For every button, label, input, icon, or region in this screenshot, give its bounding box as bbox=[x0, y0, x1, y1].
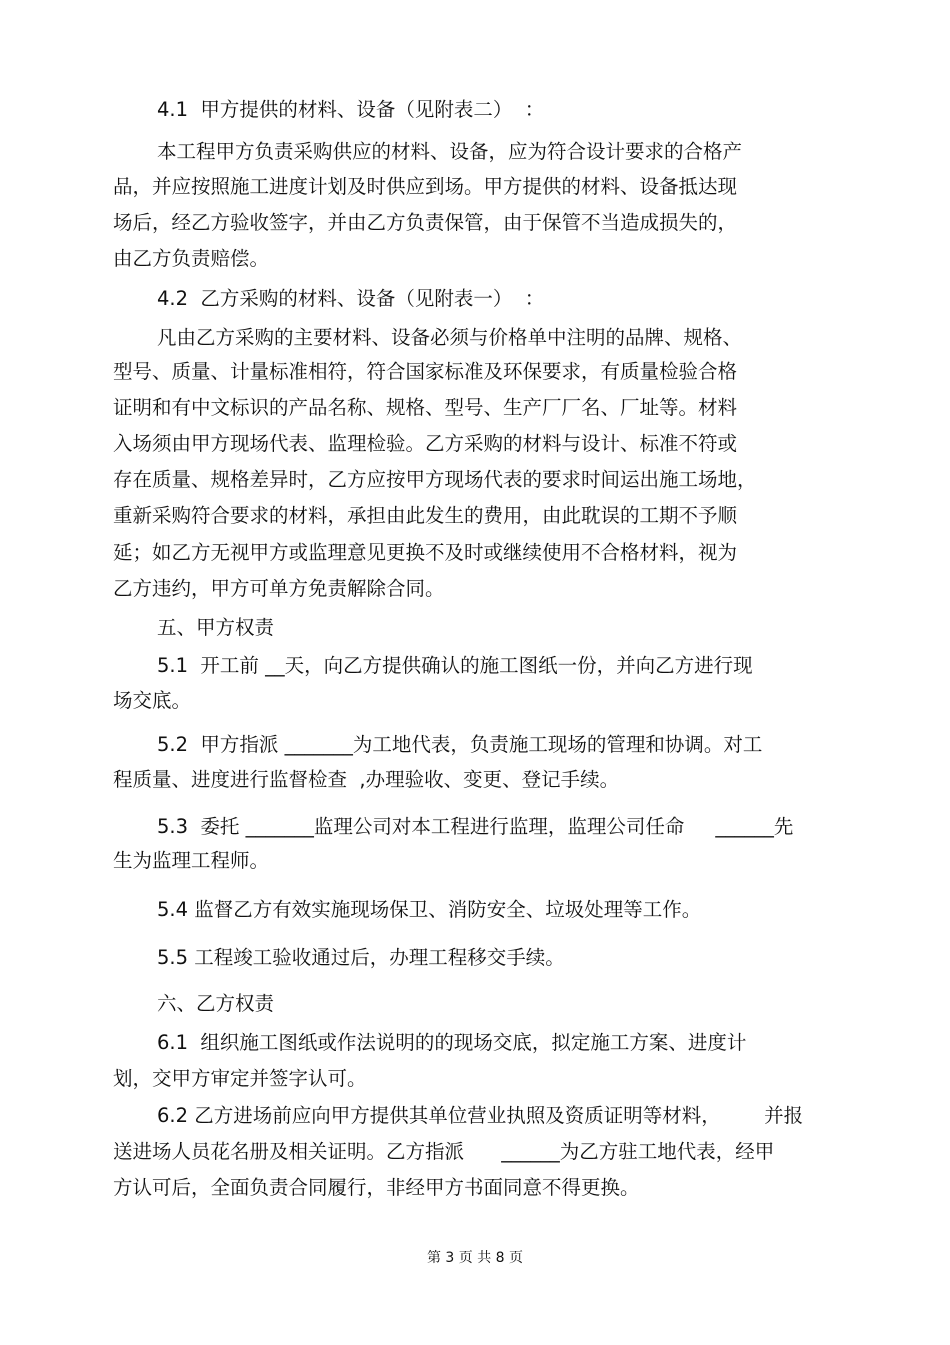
paragraph-line: 乙方违约，甲方可单方免责解除合同。 bbox=[113, 577, 445, 600]
paragraph-line: 划，交甲方审定并签字认可。 bbox=[113, 1067, 367, 1090]
paragraph-line: 6.1 组织施工图纸或作法说明的的现场交底，拟定施工方案、进度计 bbox=[157, 1031, 747, 1054]
paragraph-line: 凡由乙方采购的主要材料、设备必须与价格单中注明的品牌、规格、 bbox=[157, 326, 743, 349]
paragraph-line: 5.4 监督乙方有效实施现场保卫、消防安全、垃圾处理等工作。 bbox=[157, 898, 702, 921]
paragraph-line: 程质量、进度进行监督检查 ,办理验收、变更、登记手续。 bbox=[113, 768, 620, 791]
paragraph-line: 存在质量、规格差异时，乙方应按甲方现场代表的要求时间运出施工场地， bbox=[113, 468, 757, 491]
paragraph-line: 5.3 委托 _______监理公司对本工程进行监理，监理公司任命 ______先 bbox=[157, 815, 794, 838]
paragraph-line: 由乙方负责赔偿。 bbox=[113, 247, 270, 270]
paragraph-line: 送进场人员花名册及相关证明。乙方指派 ______为乙方驻工地代表，经甲 bbox=[113, 1140, 775, 1163]
paragraph-line: 型号、质量、计量标准相符，符合国家标准及环保要求，有质量检验合格 bbox=[113, 360, 738, 383]
paragraph-line: 品，并应按照施工进度计划及时供应到场。甲方提供的材料、设备抵达现 bbox=[113, 175, 738, 198]
text-line-4-1-heading: 4.1 甲方提供的材料、设备（见附表二） ： bbox=[157, 98, 545, 121]
paragraph-line: 方认可后，全面负责合同履行，非经甲方书面同意不得更换。 bbox=[113, 1176, 640, 1199]
paragraph-line: 证明和有中文标识的产品名称、规格、型号、生产厂厂名、厂址等。材料 bbox=[113, 396, 738, 419]
paragraph-line: 场交底。 bbox=[113, 689, 192, 712]
paragraph-line: 5.1 开工前 __天，向乙方提供确认的施工图纸一份，并向乙方进行现 bbox=[157, 654, 753, 677]
paragraph-line: 5.2 甲方指派 _______为工地代表，负责施工现场的管理和协调。对工 bbox=[157, 733, 763, 756]
paragraph-line: 本工程甲方负责采购供应的材料、设备，应为符合设计要求的合格产 bbox=[157, 140, 743, 163]
paragraph-line: 5.5 工程竣工验收通过后，办理工程移交手续。 bbox=[157, 946, 565, 969]
page-indicator: 第 3 页 共 8 页 bbox=[426, 1250, 524, 1266]
paragraph-line: 重新采购符合要求的材料，承担由此发生的费用，由此耽误的工期不予顺 bbox=[113, 504, 738, 527]
section-heading-party-b: 六、乙方权责 bbox=[157, 992, 275, 1015]
paragraph-line: 场后，经乙方验收签字，并由乙方负责保管，由于保管不当造成损失的， bbox=[113, 211, 738, 234]
paragraph-line: 延；如乙方无视甲方或监理意见更换不及时或继续使用不合格材料，视为 bbox=[113, 541, 738, 564]
paragraph-line: 生为监理工程师。 bbox=[113, 849, 270, 872]
paragraph-line: 6.2 乙方进场前应向甲方提供其单位营业执照及资质证明等材料， 并报 bbox=[157, 1104, 804, 1127]
section-heading-party-a: 五、甲方权责 bbox=[157, 616, 275, 639]
paragraph-line: 入场须由甲方现场代表、监理检验。乙方采购的材料与设计、标准不符或 bbox=[113, 432, 738, 455]
text-line-4-2-heading: 4.2 乙方采购的材料、设备（见附表一） ： bbox=[157, 287, 545, 310]
